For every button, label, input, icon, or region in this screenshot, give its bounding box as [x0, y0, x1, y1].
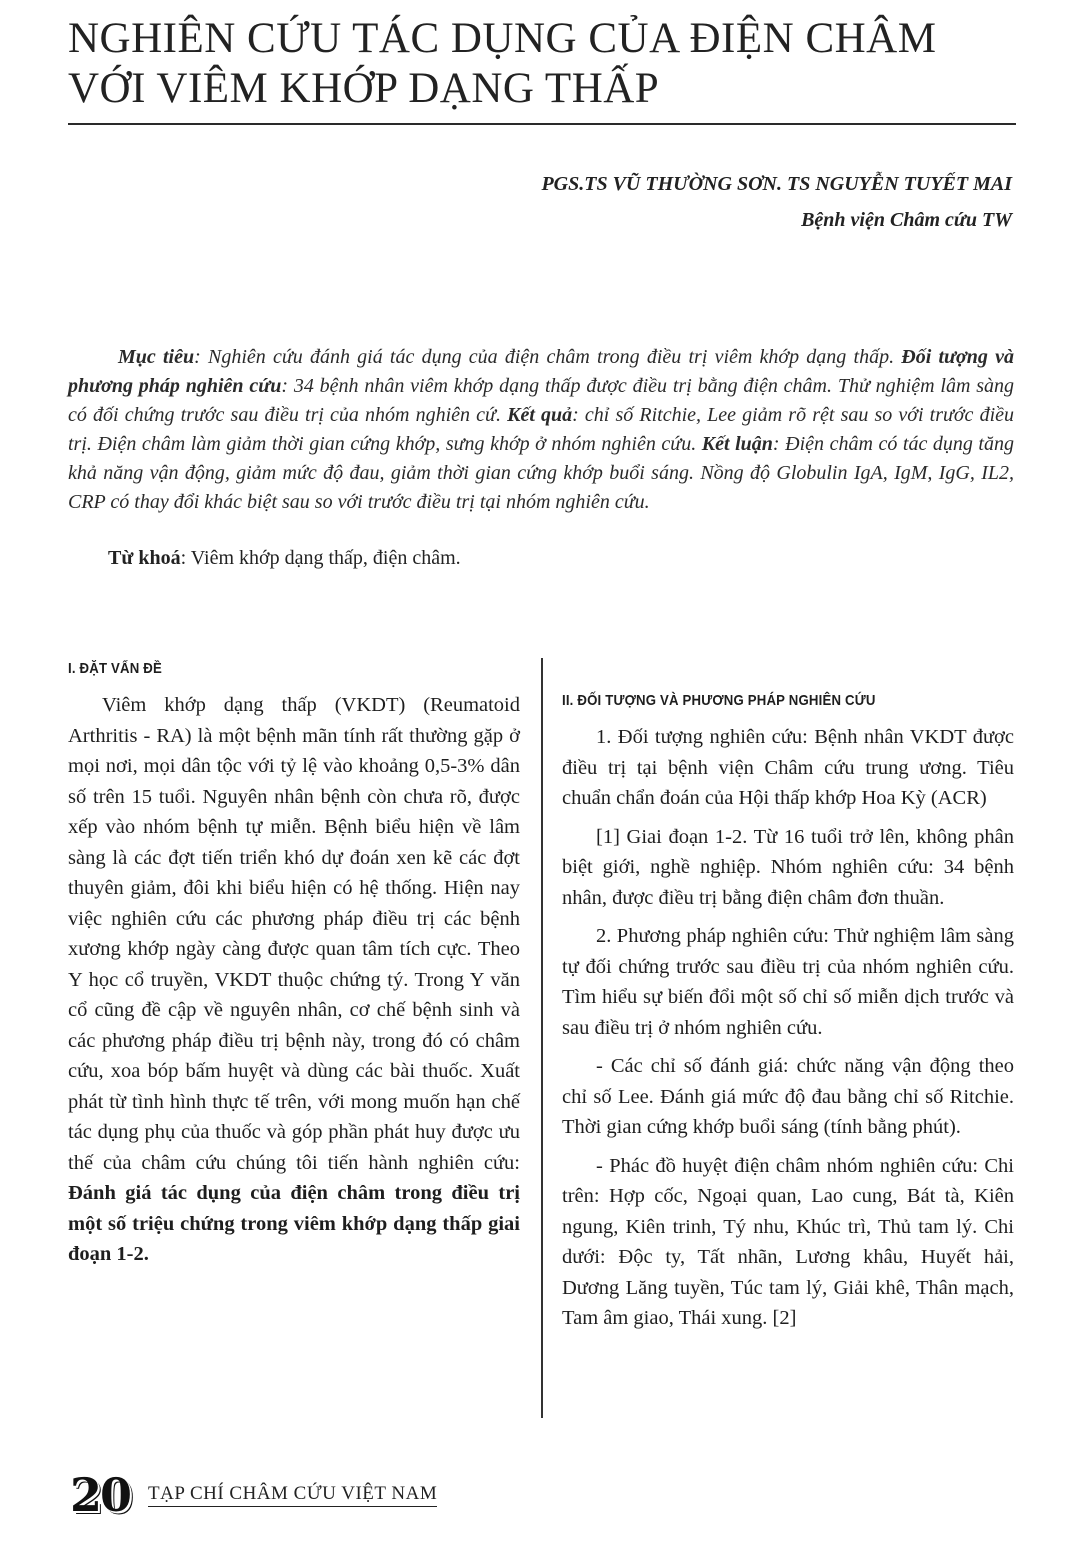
abstract-methods-text: : 34 bệnh nhân viêm khớp dạng thấp được điều trị bằng điện châm. Thử nghiệm lâm sàng có đối chứng trước sau điều trị của nhóm nghiên cứ. [68, 375, 1014, 426]
section-2-paragraph: - Phác đồ huyệt điện châm nhóm nghiên cứu: Chi trên: Hợp cốc, Ngoại quan, Lao cung, Bát tà, Kiên ngung, Kiên trinh, Tý nhu, Khúc trì, Thủ tam lý. Chi dưới: Độc ty, Tất nhãn, Lương khâu, Huyết hải, Dương Lăng tuyền, Túc tam lý, Giải khê, Thân mạch, Tam âm giao, Thái xung. [2] [562, 1154, 1014, 1329]
section-1-text: Viêm khớp dạng thấp (VKDT) (Reumatoid Arthritis - RA) là một bệnh mãn tính rất thường gặp ở mọi nơi, mọi dân tộc với tỷ lệ vào khoảng 0,5-3% dân số trên 15 tuổi. Nguyên nhân bệnh còn chưa rõ, được xếp vào nhóm bệnh tự miễn. Bệnh biểu hiện về lâm sàng là các đợt tiến triển khó dự đoán xen kẽ các đợt thuyên giảm, đôi khi biểu hiện có hệ thống. Hiện nay việc nghiên cứu các phương pháp điều trị các bệnh xương khớp ngày càng được quan tâm tích cực. Theo Y học cổ truyền, VKDT thuộc chứng tý. Trong Y văn cổ cũng đề cập về nguyên nhân, cơ chế bệnh sinh và các phương pháp điều trị bệnh này, trong đó có châm cứu, xoa bóp bấm huyệt và dùng các bài thuốc. Xuất phát từ tình hình thực tế trên, với mong muốn hạn chế tác dụng phụ của thuốc và góp phần phát huy được ưu thế của châm cứu chúng tôi tiến hành nghiên cứu: [68, 694, 520, 1174]
section-1-bold-text: Đánh giá tác dụng của điện châm trong điều trị một số triệu chứng trong viêm khớp dạng thấp giai đoạn 1-2. [68, 1182, 520, 1265]
title-line-2: VỚI VIÊM KHỚP DẠNG THẤP [68, 65, 660, 112]
section-1-paragraph [68, 690, 520, 1270]
authors: PGS.TS VŨ THƯỜNG SƠN. TS NGUYỄN TUYẾT MAI [541, 173, 1012, 195]
author-block [541, 166, 1012, 238]
abstract-conclusion-text: : Điện châm có tác dụng tăng khả năng vận động, giảm mức độ đau, giảm thời gian cứng khớp buổi sáng. Nồng độ Globulin IgA, IgM, IgG, IL2, CRP có thay đổi khác biệt sau so với trước điều trị tại nhóm nghiên cứu. [68, 433, 1014, 513]
abstract-objective-text: : Nghiên cứu đánh giá tác dụng của điện châm trong điều trị viêm khớp dạng thấp. [194, 346, 902, 368]
section-2-paragraph: [1] Giai đoạn 1-2. Từ 16 tuổi trở lên, không phân biệt giới, nghề nghiệp. Nhóm nghiên cứu: 34 bệnh nhân, được điều trị bằng điện châm đơn thuần. [562, 825, 1014, 909]
abstract-objective-label: Mục tiêu [118, 346, 195, 368]
abstract-results-text: : chỉ số Ritchie, Lee giảm rõ rệt sau so với trước điều trị. Điện châm làm giảm thời gian cứng khớp, sưng khớp ở nhóm nghiên cứu. [68, 404, 1014, 455]
column-left [68, 658, 520, 1278]
abstract-conclusion-label: Kết luận [701, 433, 773, 455]
title-line-1: NGHIÊN CỨU TÁC DỤNG CỦA ĐIỆN CHÂM [68, 15, 937, 62]
title-divider [68, 123, 1016, 125]
section-2-paragraph: 2. Phương pháp nghiên cứu: Thử nghiệm lâm sàng tự đối chứng trước sau điều trị của nhóm nghiên cứu. Tìm hiểu sự biến đổi một số chỉ số miễn dịch trước và sau điều trị ở nhóm nghiên cứu. [562, 925, 1014, 1039]
abstract-methods-label: Đối tượng và phương pháp nghiên cứu [68, 346, 1014, 397]
page-footer [70, 1470, 437, 1520]
section-2-paragraph: - Các chỉ số đánh giá: chức năng vận động theo chỉ số Lee. Đánh giá mức độ đau bằng chỉ số Ritchie. Thời gian cứng khớp buổi sáng (tính bằng phút). [562, 1055, 1014, 1138]
section-2-heading: II. ĐỐI TƯỢNG VÀ PHƯƠNG PHÁP NGHIÊN CỨU [562, 692, 876, 709]
column-divider [541, 658, 543, 1418]
journal-name: TẠP CHÍ CHÂM CỨU VIỆT NAM [148, 1483, 437, 1507]
article-title [68, 14, 1028, 114]
section-1-heading: I. ĐẶT VẤN ĐỀ [68, 660, 162, 677]
keywords-label: Từ khoá [108, 547, 181, 569]
column-right [562, 690, 1014, 1342]
affiliation: Bệnh viện Châm cứu TW [801, 209, 1012, 231]
page-number: 20 [70, 1468, 131, 1522]
abstract-results-label: Kết quả [507, 404, 573, 426]
keywords-text: : Viêm khớp dạng thấp, điện châm. [180, 547, 461, 569]
section-2-paragraph: 1. Đối tượng nghiên cứu: Bệnh nhân VKDT được điều trị tại bệnh viện Châm cứu trung ương. Tiêu chuẩn chẩn đoán của Hội thấp khớp Hoa Kỳ (ACR) [562, 726, 1014, 809]
keywords [108, 544, 461, 573]
abstract [68, 343, 1014, 517]
